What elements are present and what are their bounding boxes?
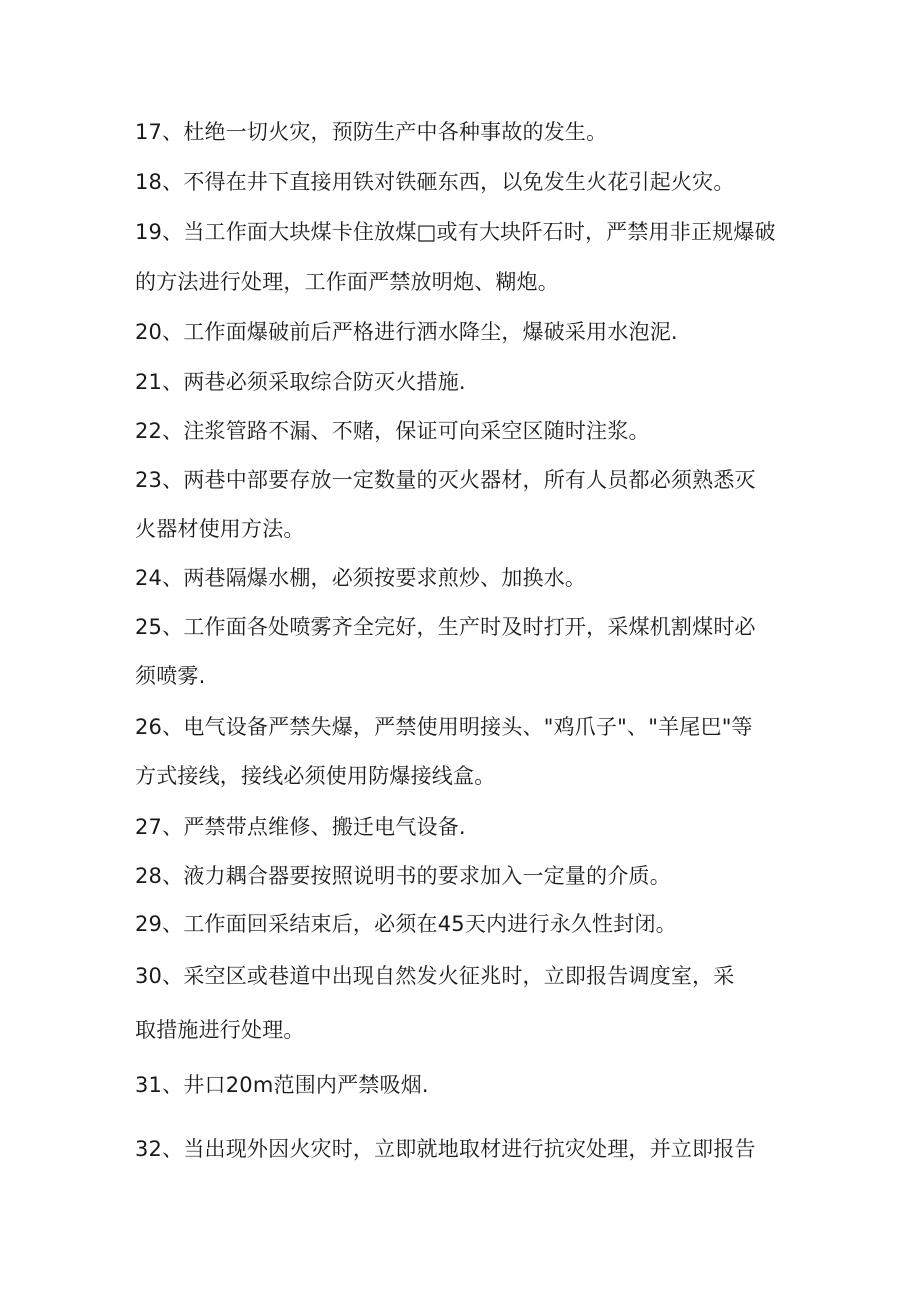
text-line: 22、注浆管路不漏、不赌，保证可向采空区随时注浆。 xyxy=(135,419,650,443)
text-line: 31、井口20m范围内严禁吸烟. xyxy=(135,1073,429,1097)
text-line: 19、当工作面大块煤卡住放煤□或有大块阡石时，严禁用非正规爆破 xyxy=(135,220,776,244)
text-line: 23、两巷中部要存放一定数量的灭火器材，所有人员都必须熟悉灭 xyxy=(135,468,756,492)
text-line: 须喷雾. xyxy=(135,664,206,688)
text-line: 方式接线，接线必须使用防爆接线盒。 xyxy=(135,764,496,788)
text-line: 25、工作面各处喷雾齐全完好，生产时及时打开，采煤机割煤时必 xyxy=(135,615,756,639)
text-line: 取措施进行处理。 xyxy=(135,1018,305,1042)
text-line: 32、当出现外因火灾时，立即就地取材进行抗灾处理，并立即报告 xyxy=(135,1137,756,1161)
text-line: 29、工作面回采结束后，必须在45天内进行永久性封闭。 xyxy=(135,912,677,936)
text-line: 18、不得在井下直接用铁对铁砸东西，以免发生火花引起火灾。 xyxy=(135,170,735,194)
text-line: 火器材使用方法。 xyxy=(135,517,305,541)
text-line: 17、杜绝一切火灾，预防生产中各种事故的发生。 xyxy=(135,120,608,144)
text-line: 24、两巷隔爆水棚，必须按要求煎炒、加换水。 xyxy=(135,566,587,590)
text-line: 27、严禁带点维修、搬迁电气设备. xyxy=(135,815,466,839)
text-line: 28、液力耦合器要按照说明书的要求加入一定量的介质。 xyxy=(135,864,671,888)
text-line: 21、两巷必须采取综合防灭火措施. xyxy=(135,370,466,394)
text-line: 20、工作面爆破前后严格进行洒水降尘，爆破采用水泡泥. xyxy=(135,320,678,344)
text-line: 26、电气设备严禁失爆，严禁使用明接头、"鸡爪子"、"羊尾巴"等 xyxy=(135,715,753,739)
text-line: 30、采空区或巷道中出现自然发火征兆时，立即报告调度室，采 xyxy=(135,964,735,988)
text-line: 的方法进行处理，工作面严禁放明炮、糊炮。 xyxy=(135,270,559,294)
